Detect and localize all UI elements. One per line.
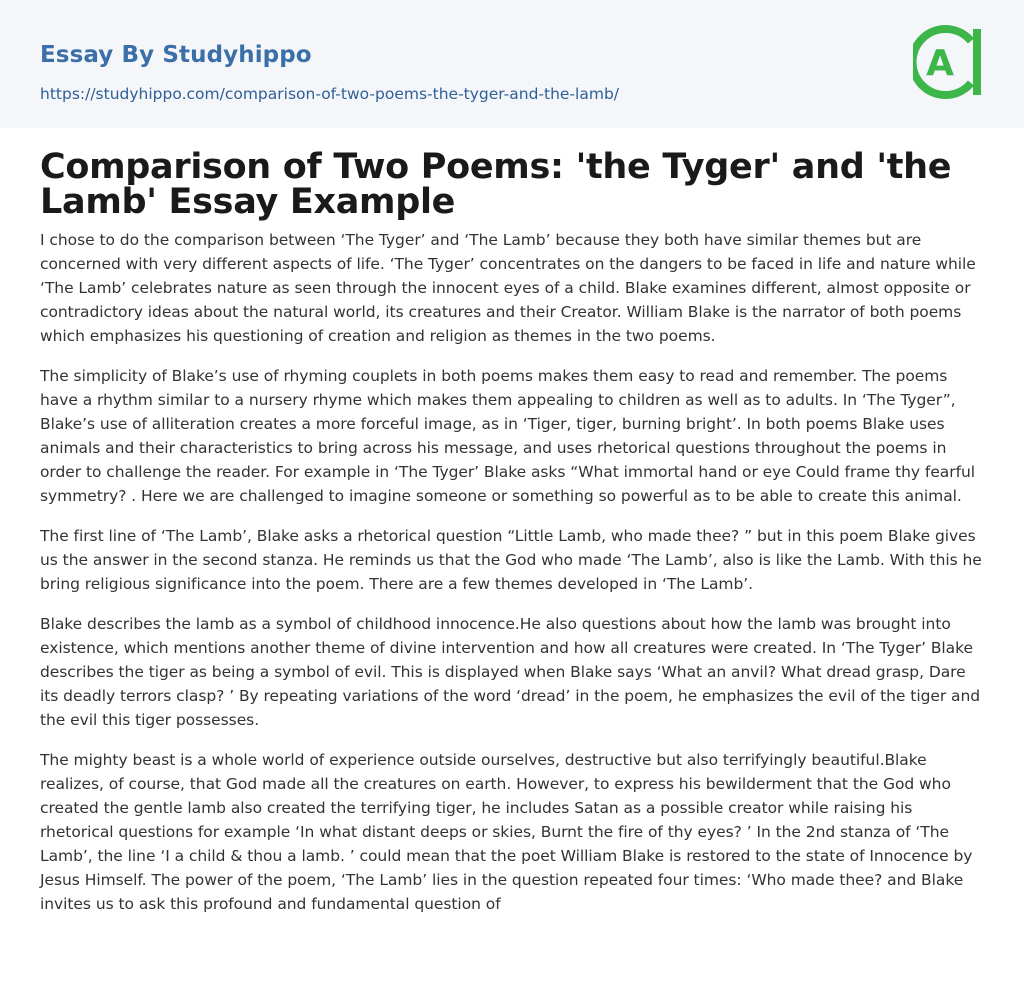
essay-paragraph: Blake describes the lamb as a symbol of childhood innocence.He also questions about how the lamb was brought into existence, which mentions another theme of divine intervention and how all creatures were created. In ‘The Tyger’ Blake describes the tiger as being a symbol of evil. This is displayed when Blake says ‘What an anvil? What dread grasp, Dare its deadly terrors clasp? ’ By repeating variations of the word ‘dread’ in the poem, he emphasizes the evil of the tiger and the evil this tiger possesses.: [40, 615, 981, 729]
essay-paragraph: The simplicity of Blake’s use of rhyming couplets in both poems makes them easy to read and remember. The poems have a rhythm similar to a nursery rhyme which makes them appealing to children as well as to adults. In ‘The Tyger”, Blake’s use of alliteration creates a more forceful image, as in ‘Tiger, tiger, burning bright’. In both poems Blake uses animals and their characteristics to bring across his message, and uses rhetorical questions throughout the poems in order to challenge the reader. For example in ‘The Tyger’ Blake asks “What immortal hand or eye Could frame thy fearful symmetry? . Here we are challenged to imagine someone or something so powerful as to be able to create this animal.: [40, 367, 976, 505]
brand-title[interactable]: Essay By Studyhippo: [40, 42, 312, 68]
essay-paragraph: The first line of ‘The Lamb’, Blake asks a rhetorical question “Little Lamb, who made thee? ” but in this poem Blake gives us the answer in the second stanza. He reminds us that the God who made ‘The Lamb’, also is like the Lamb. With this he bring religious significance into the poem. There are a few themes developed in ‘The Lamb’.: [40, 527, 982, 593]
logo-letter: A: [926, 43, 954, 84]
page-title: Comparison of Two Poems: 'the Tyger' and 'the Lamb' Essay Example: [40, 147, 952, 222]
essay-paragraph: The mighty beast is a whole world of experience outside ourselves, destructive but also terrifyingly beautiful.Blake realizes, of course, that God made all the creatures on earth. However, to express his bewilderment that the God who created the gentle lamb also created the terrifying tiger, he includes Satan as a possible creator while raising his rhetorical questions for example ‘In what distant deeps or skies, Burnt the fire of thy eyes? ’ In the 2nd stanza of ‘The Lamb’, the line ‘I a child & thou a lamb. ’ could mean that the poet William Blake is restored to the state of Innocence by Jesus Himself. The power of the poem, ‘The Lamb’ lies in the question repeated four times: ‘Who made thee? and Blake invites us to ask this profound and fundamental question of: [40, 751, 973, 913]
studyhippo-a-logo-icon[interactable]: [913, 19, 985, 105]
article-url-link[interactable]: https://studyhippo.com/comparison-of-two-poems-the-tyger-and-the-lamb/: [40, 85, 620, 103]
site-header: [0, 0, 1024, 128]
essay-paragraph: I chose to do the comparison between ‘The Tyger’ and ‘The Lamb’ because they both have similar themes but are concerned with very different aspects of life. ‘The Tyger’ concentrates on the dangers to be faced in life and nature while ‘The Lamb’ celebrates nature as seen through the innocent eyes of a child. Blake examines different, almost opposite or contradictory ideas about the natural world, its creatures and their Creator. William Blake is the narrator of both poems which emphasizes his questioning of creation and religion as themes in the two poems.: [40, 231, 976, 345]
essay-body: [40, 228, 988, 932]
